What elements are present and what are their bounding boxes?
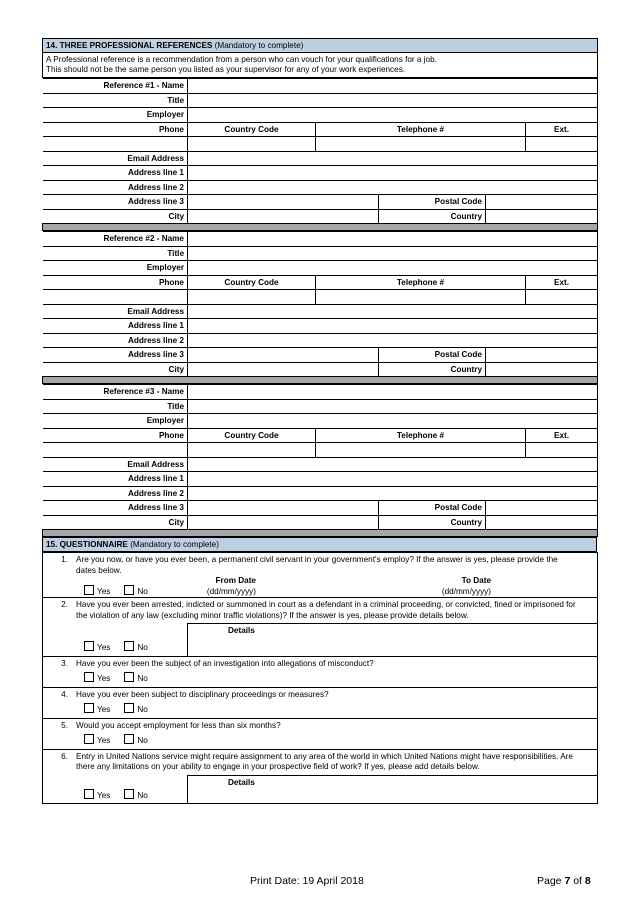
ref-title-row (43, 93, 598, 108)
ref-title-field[interactable] (188, 399, 598, 414)
ext-field[interactable] (526, 137, 598, 152)
ref-title-label: Title (43, 93, 188, 108)
no-label: No (137, 736, 148, 745)
yes-checkbox[interactable] (84, 789, 94, 799)
ref-title-label: Title (43, 246, 188, 261)
ref-city-label: City (43, 362, 188, 377)
section-14-subtitle: (Mandatory to complete) (214, 41, 304, 50)
ref-email-label: Email Address (43, 151, 188, 166)
ref-city-row (43, 362, 598, 377)
ref-name-label: Reference #1 - Name (43, 79, 188, 94)
ref-city-row (43, 515, 598, 530)
ref-phone-input-row (43, 137, 598, 152)
ref-address2-field[interactable] (188, 486, 598, 501)
ref-postal-label: Postal Code (379, 348, 486, 363)
no-checkbox[interactable] (124, 734, 134, 744)
reference-separator (43, 224, 598, 231)
yes-label: Yes (97, 736, 111, 745)
ref-title-field[interactable] (188, 246, 598, 261)
ref-address1-label: Address line 1 (43, 472, 188, 487)
question-5 (43, 718, 598, 749)
ref-phone-label: Phone (43, 122, 188, 137)
ref-address1-label: Address line 1 (43, 166, 188, 181)
question-text: Entry in United Nations service might require assignment to any area of the world in which United Nations might have responsibilities. Are there any limitations on your ability to engage in your prospective field of work? If yes, please add details below. (76, 751, 573, 771)
country-code-header: Country Code (188, 122, 316, 137)
ref-address1-row (43, 166, 598, 181)
ref-employer-row (43, 414, 598, 429)
ref-city-field[interactable] (188, 515, 379, 530)
telephone-header: Telephone # (316, 122, 526, 137)
ext-header: Ext. (526, 428, 598, 443)
question-text: Would you accept employment for less than six months? (76, 720, 281, 730)
yes-label: Yes (97, 705, 111, 714)
telephone-field[interactable] (316, 290, 526, 305)
ref-address1-field[interactable] (188, 319, 598, 334)
ref-email-label: Email Address (43, 304, 188, 319)
section-14-intro (43, 53, 598, 78)
questions-table (42, 552, 598, 804)
ref-address1-field[interactable] (188, 166, 598, 181)
page-number (537, 875, 591, 887)
section-15-header (43, 538, 597, 552)
ref-name-row (43, 232, 598, 247)
ref-name-field[interactable] (188, 79, 598, 94)
ref-postal-field[interactable] (486, 195, 598, 210)
details-label: Details (228, 626, 255, 635)
ext-header: Ext. (526, 275, 598, 290)
from-date-format: (dd/mm/yyyy) (206, 586, 256, 596)
application-form-page (42, 38, 597, 804)
ref-email-row (43, 151, 598, 166)
ref-name-label: Reference #3 - Name (43, 385, 188, 400)
ref-email-field[interactable] (188, 457, 598, 472)
ref-city-label: City (43, 209, 188, 224)
yes-checkbox[interactable] (84, 585, 94, 595)
ref-title-row (43, 246, 598, 261)
ref-postal-label: Postal Code (379, 501, 486, 516)
details-field[interactable] (188, 624, 598, 657)
no-label: No (137, 674, 148, 683)
ref-city-field[interactable] (188, 362, 379, 377)
ref-address3-field[interactable] (188, 348, 379, 363)
ref-city-row (43, 209, 598, 224)
ref-address1-label: Address line 1 (43, 319, 188, 334)
ref-country-label: Country (379, 362, 486, 377)
ref-address1-row (43, 319, 598, 334)
question-6 (43, 749, 598, 775)
yes-checkbox[interactable] (84, 672, 94, 682)
no-label: No (137, 587, 148, 596)
ref-address3-label: Address line 3 (43, 348, 188, 363)
country-code-header: Country Code (188, 428, 316, 443)
ref-address1-row (43, 472, 598, 487)
ref-address3-label: Address line 3 (43, 195, 188, 210)
telephone-field[interactable] (316, 137, 526, 152)
ref-employer-row (43, 108, 598, 123)
question-text: Have you ever been the subject of an investigation into allegations of misconduct? (76, 658, 374, 668)
ref-country-field[interactable] (486, 362, 598, 377)
question-6-answer (43, 775, 598, 804)
questions-container (42, 552, 597, 804)
question-text: Are you now, or have you ever been, a permanent civil servant in your government's employ? If the answer is yes, please provide the dates below. (76, 555, 558, 575)
ref-city-field[interactable] (188, 209, 379, 224)
yes-label: Yes (97, 643, 111, 652)
ref-address3-row (43, 501, 598, 516)
reference-block-2 (42, 231, 598, 384)
ext-field[interactable] (526, 290, 598, 305)
ref-address1-field[interactable] (188, 472, 598, 487)
question-number: 5. (61, 720, 68, 730)
ref-postal-field[interactable] (486, 348, 598, 363)
telephone-header: Telephone # (316, 275, 526, 290)
ref-address3-field[interactable] (188, 501, 379, 516)
page-prefix: Page (537, 875, 562, 887)
ref-address2-row (43, 333, 598, 348)
no-label: No (137, 643, 148, 652)
ref-email-field[interactable] (188, 304, 598, 319)
yes-label: Yes (97, 790, 111, 800)
ref-country-label: Country (379, 209, 486, 224)
ref-phone-input-row (43, 290, 598, 305)
details-label: Details (228, 777, 255, 787)
page-of: of (573, 875, 582, 887)
ref-country-label: Country (379, 515, 486, 530)
ref-address3-label: Address line 3 (43, 501, 188, 516)
ref-name-field[interactable] (188, 232, 598, 247)
ref-email-row (43, 457, 598, 472)
question-1 (43, 553, 598, 598)
yes-label: Yes (97, 674, 111, 683)
yes-label: Yes (97, 587, 111, 596)
reference-separator (43, 377, 598, 384)
ext-header: Ext. (526, 122, 598, 137)
from-date-label: From Date (215, 576, 256, 585)
references-container (42, 78, 597, 537)
ref-postal-label: Postal Code (379, 195, 486, 210)
ref-employer-row (43, 261, 598, 276)
no-label: No (137, 705, 148, 714)
question-4 (43, 687, 598, 718)
ref-phone-label: Phone (43, 428, 188, 443)
section-15-title: 15. QUESTIONNAIRE (46, 540, 128, 549)
country-code-field[interactable] (188, 137, 316, 152)
ref-address2-label: Address line 2 (43, 180, 188, 195)
question-number: 1. (61, 555, 68, 564)
question-2 (43, 598, 598, 624)
country-code-field[interactable] (188, 443, 316, 458)
reference-block-1 (42, 78, 598, 231)
ref-email-field[interactable] (188, 151, 598, 166)
question-2-answer (43, 624, 598, 657)
page-total: 8 (584, 875, 591, 887)
ref-phone-label: Phone (43, 275, 188, 290)
ref-title-row (43, 399, 598, 414)
ref-employer-field[interactable] (188, 108, 598, 123)
ref-name-label: Reference #2 - Name (43, 232, 188, 247)
ref-phone-row (43, 122, 598, 137)
ref-city-label: City (43, 515, 188, 530)
page-current: 7 (564, 875, 571, 887)
yes-checkbox[interactable] (84, 734, 94, 744)
no-checkbox[interactable] (124, 703, 134, 713)
print-date: Print Date: 19 April 2018 (250, 875, 364, 887)
to-date-label: To Date (461, 576, 491, 585)
no-checkbox[interactable] (124, 585, 134, 595)
ref-postal-field[interactable] (486, 501, 598, 516)
ref-country-field[interactable] (486, 515, 598, 530)
ref-address3-row (43, 348, 598, 363)
country-code-field[interactable] (188, 290, 316, 305)
ref-employer-field[interactable] (188, 414, 598, 429)
ref-phone-row (43, 428, 598, 443)
ext-field[interactable] (526, 443, 598, 458)
section-14-header (43, 39, 598, 53)
no-checkbox[interactable] (124, 789, 134, 799)
ref-name-field[interactable] (188, 385, 598, 400)
question-3 (43, 656, 598, 687)
yes-checkbox[interactable] (84, 703, 94, 713)
ref-title-field[interactable] (188, 93, 598, 108)
ref-address2-label: Address line 2 (43, 333, 188, 348)
ref-employer-label: Employer (43, 108, 188, 123)
ref-employer-label: Employer (43, 414, 188, 429)
intro-line-2: This should not be the same person you listed as your supervisor for any of your work experiences. (46, 65, 406, 74)
questionnaire-table (42, 537, 597, 552)
to-date-format: (dd/mm/yyyy) (441, 586, 491, 596)
question-text: Have you ever been subject to disciplinary proceedings or measures? (76, 689, 329, 699)
ref-address2-field[interactable] (188, 333, 598, 348)
country-code-header: Country Code (188, 275, 316, 290)
telephone-field[interactable] (316, 443, 526, 458)
section-15-subtitle: (Mandatory to complete) (130, 540, 219, 549)
question-number: 2. (61, 600, 68, 609)
details-field[interactable] (188, 775, 598, 804)
ref-address3-row (43, 195, 598, 210)
yes-checkbox[interactable] (84, 641, 94, 651)
section-14-title: 14. THREE PROFESSIONAL REFERENCES (46, 41, 213, 50)
ref-phone-row (43, 275, 598, 290)
ref-name-row (43, 79, 598, 94)
ref-employer-field[interactable] (188, 261, 598, 276)
intro-line-1: A Professional reference is a recommendation from a person who can vouch for your qualifications for a job. (46, 55, 437, 64)
question-text: Have you ever been arrested, indicted or summoned in court as a defendant in a criminal proceeding, or convicted, fined or imprisoned for the violation of any law (excluding minor traffic violations)? If the answer is yes, please provide details below. (76, 600, 576, 620)
ref-address2-label: Address line 2 (43, 486, 188, 501)
ref-address2-row (43, 486, 598, 501)
ref-phone-input-row (43, 443, 598, 458)
no-label: No (137, 790, 148, 800)
ref-employer-label: Employer (43, 261, 188, 276)
ref-email-label: Email Address (43, 457, 188, 472)
ref-address2-row (43, 180, 598, 195)
reference-block-3 (42, 384, 598, 537)
ref-address2-field[interactable] (188, 180, 598, 195)
reference-separator (43, 530, 598, 537)
ref-title-label: Title (43, 399, 188, 414)
ref-country-field[interactable] (486, 209, 598, 224)
question-number: 4. (61, 689, 68, 699)
question-number: 3. (61, 658, 68, 668)
question-number: 6. (61, 751, 68, 761)
telephone-header: Telephone # (316, 428, 526, 443)
ref-email-row (43, 304, 598, 319)
ref-name-row (43, 385, 598, 400)
references-table (42, 38, 598, 78)
no-checkbox[interactable] (124, 641, 134, 651)
ref-address3-field[interactable] (188, 195, 379, 210)
no-checkbox[interactable] (124, 672, 134, 682)
